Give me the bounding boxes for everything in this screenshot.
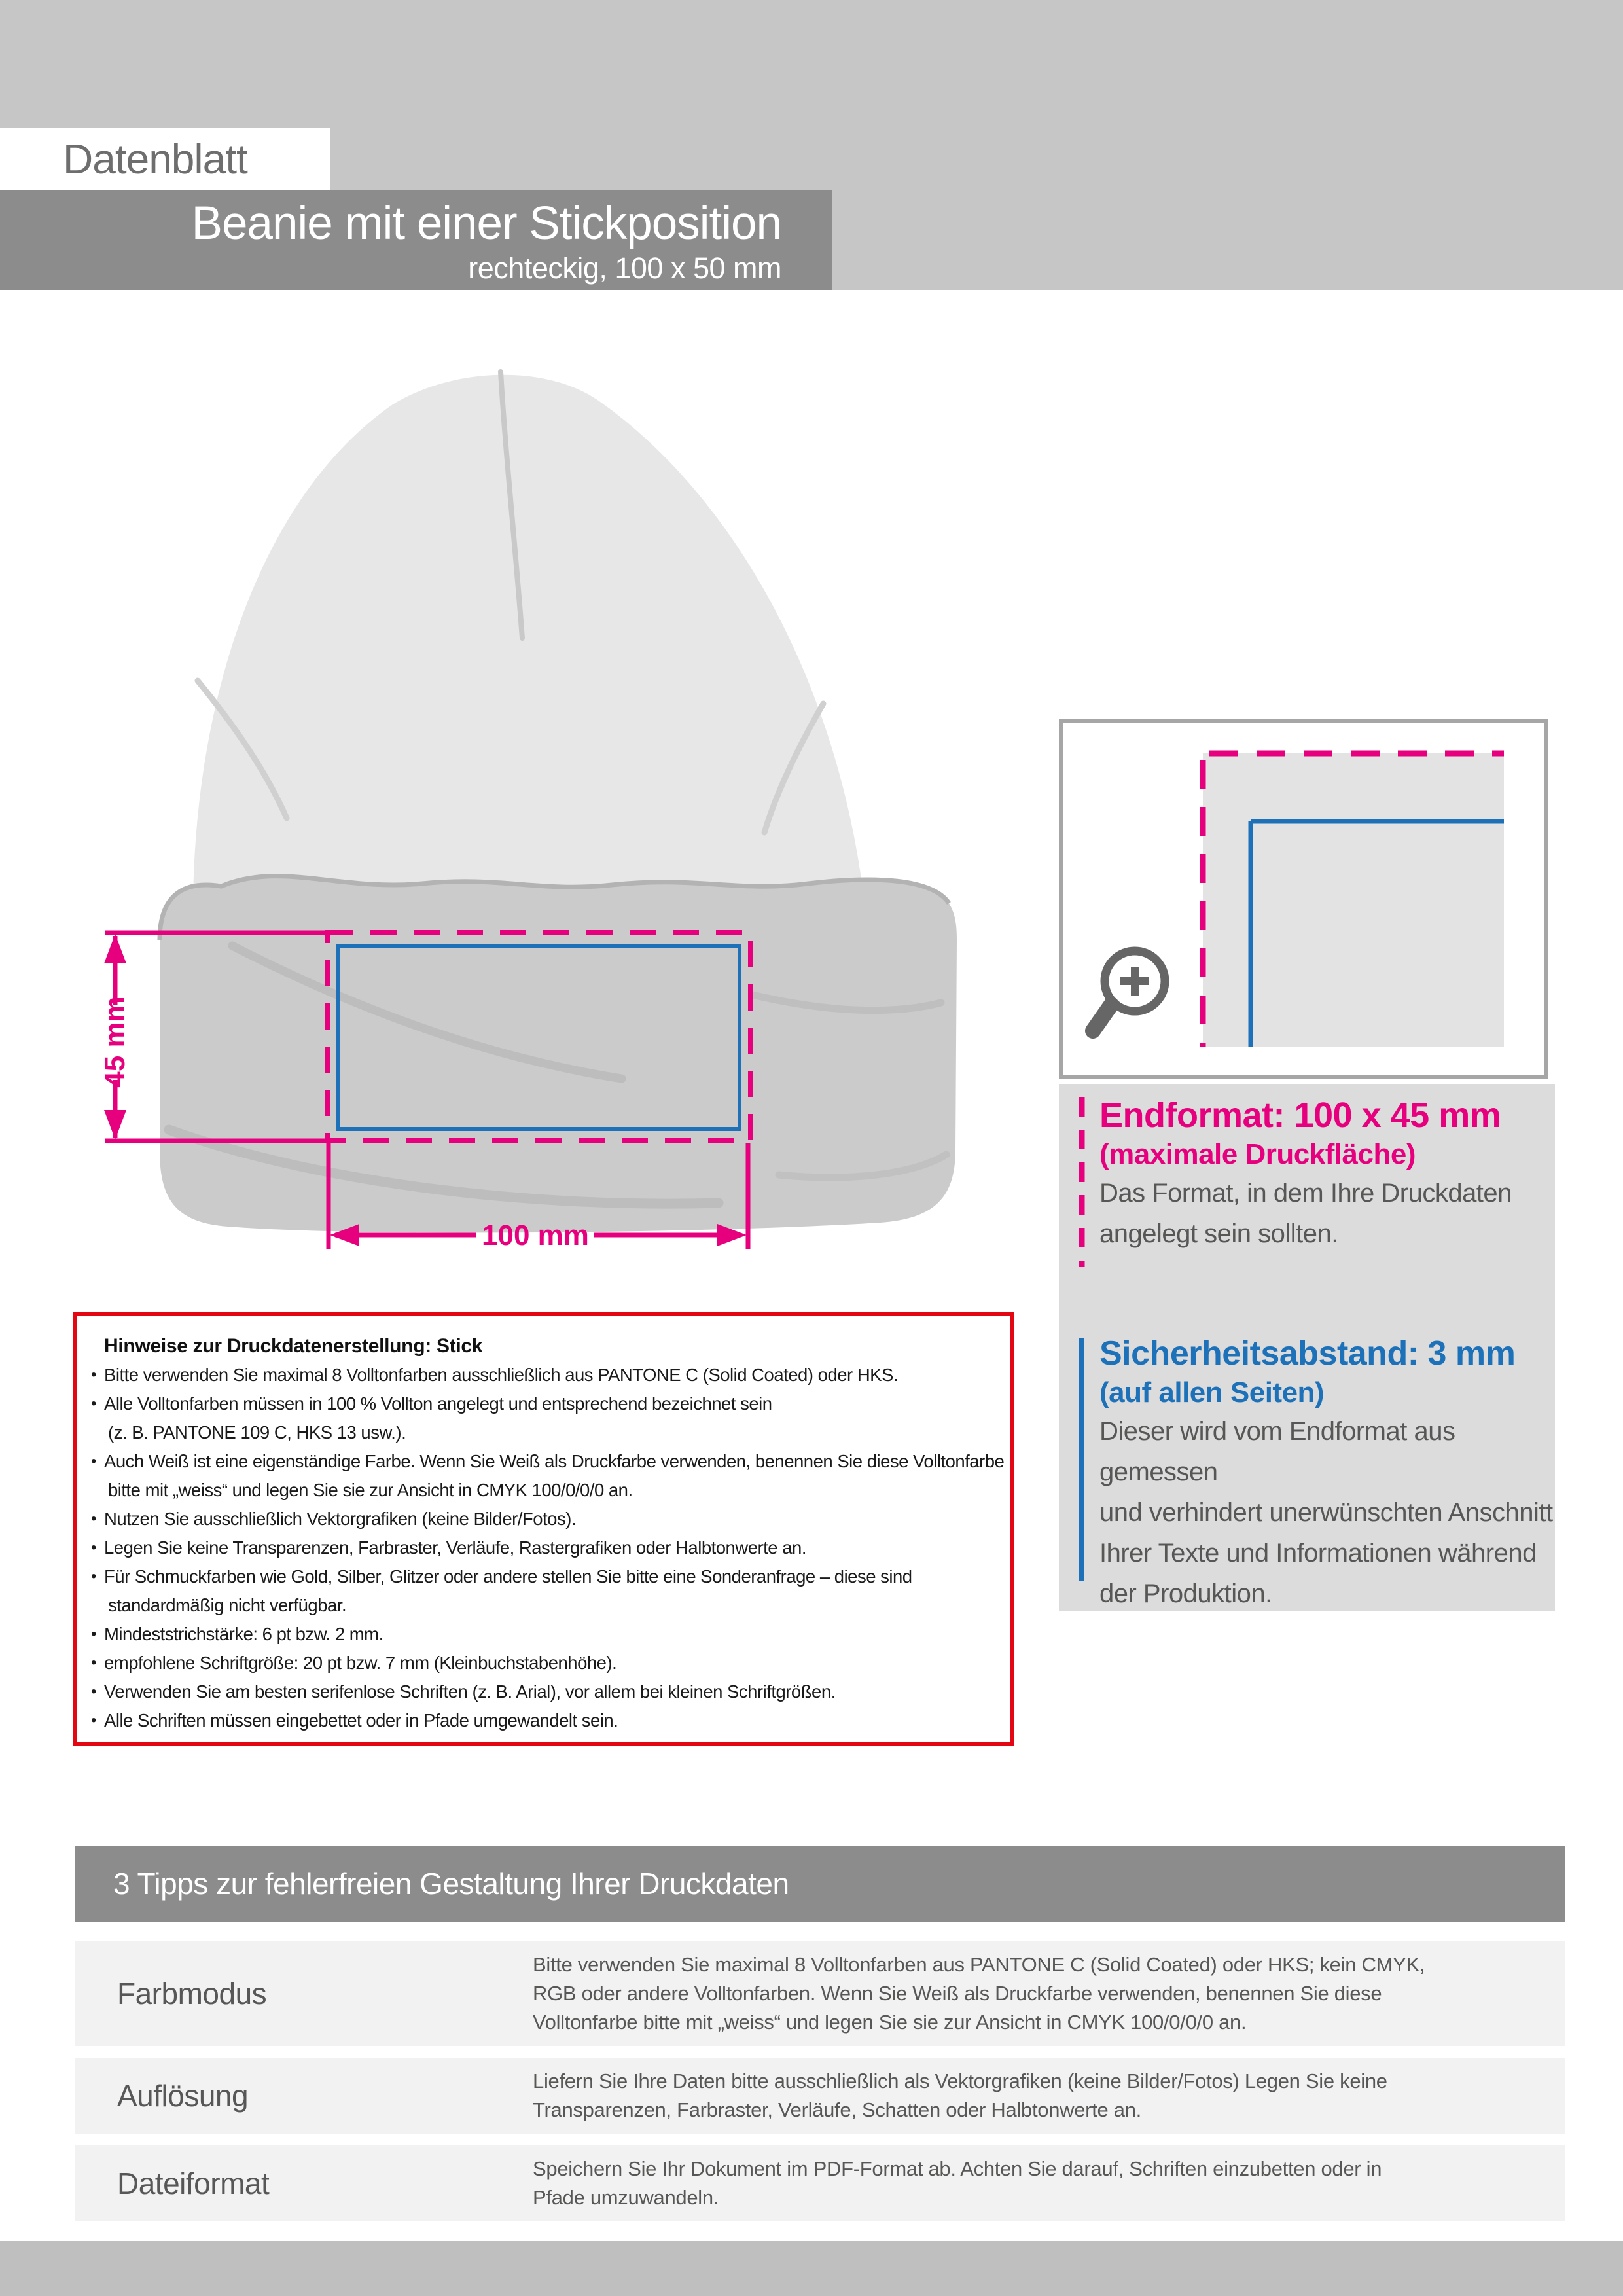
note-line: • Alle Volltonfarben müssen in 100 % Vollton angelegt und entsprechend bezeichnet sein: [104, 1390, 1010, 1418]
note-line: • Verwenden Sie am besten serifenlose Schriften (z. B. Arial), vor allem bei kleinen Schriftgrößen.: [104, 1677, 1010, 1706]
magnifier-plus-icon: [1093, 951, 1165, 1031]
arrowhead-down-icon: [104, 1110, 126, 1139]
print-data-notes-box: [73, 1312, 1014, 1746]
tips-banner: [75, 1846, 1565, 1922]
tip-row-farbmodus: [75, 1941, 1565, 2046]
tip-label: Farbmodus: [117, 1976, 267, 2011]
page-subtitle: rechteckig, 100 x 50 mm: [468, 251, 781, 285]
tip-label: Auflösung: [117, 2079, 249, 2113]
tip-text: Bitte verwenden Sie maximal 8 Volltonfarben aus PANTONE C (Solid Coated) oder HKS; kein CMYK, RGB oder andere Volltonfarben. Wenn Sie Weiß als Druckfarbe verwenden, benennen Sie diese Volltonfarbe bitte mit „weiss“ und legen Sie sie zur Ansicht in CMYK 100/0/0/0 an.: [533, 1952, 1425, 2034]
safety-desc-line: Dieser wird vom Endformat aus gemessen: [1099, 1417, 1455, 1486]
note-line: • Auch Weiß ist eine eigenständige Farbe. Wenn Sie Weiß als Druckfarbe verwenden, benennen Sie diese Volltonfarbe: [104, 1447, 1010, 1476]
endformat-subtitle: (maximale Druckfläche): [1099, 1138, 1416, 1170]
note-line: • Für Schmuckfarben wie Gold, Silber, Glitzer oder andere stellen Sie bitte eine Sonderanfrage – diese sind: [104, 1562, 1010, 1591]
endformat-legend: [1099, 1094, 1512, 1254]
legend-block: [1059, 1084, 1555, 1611]
beanie-crown: [193, 375, 867, 929]
page-title: Beanie mit einer Stickposition: [191, 198, 781, 249]
safety-desc-line: Ihrer Texte und Informationen während: [1099, 1539, 1537, 1568]
endformat-title: Endformat: 100 x 45 mm: [1099, 1096, 1501, 1135]
safety-indicator-line: [1079, 1338, 1084, 1581]
safety-legend: [1099, 1333, 1555, 1614]
zoom-detail-box: [1059, 719, 1548, 1079]
tips-heading: 3 Tipps zur fehlerfreien Gestaltung Ihrer Druckdaten: [113, 1867, 789, 1901]
tip-text: Speichern Sie Ihr Dokument im PDF-Format ab. Achten Sie darauf, Schriften einzubetten oder in Pfade umzuwandeln.: [533, 2157, 1382, 2209]
zoom-detail-graphic: [1063, 723, 1544, 1075]
note-line: • Mindeststrichstärke: 6 pt bzw. 2 mm.: [104, 1620, 1010, 1649]
note-line: bitte mit „weiss“ und legen Sie sie zur Ansicht in CMYK 100/0/0/0 an.: [108, 1480, 633, 1500]
safety-desc-line: der Produktion.: [1099, 1579, 1272, 1608]
height-dimension-label: 45 mm: [99, 996, 131, 1088]
footer-bar: [0, 2241, 1623, 2296]
safety-subtitle: (auf allen Seiten): [1099, 1376, 1325, 1408]
notes-heading: Hinweise zur Druckdatenerstellung: Stick: [104, 1335, 483, 1357]
endformat-desc-line: Das Format, in dem Ihre Druckdaten: [1099, 1179, 1512, 1208]
fabric-detail: [1203, 753, 1504, 1047]
arrowhead-up-icon: [104, 934, 126, 963]
note-line: • Legen Sie keine Transparenzen, Farbraster, Verläufe, Rastergrafiken oder Halbtonwerte an.: [104, 1534, 1010, 1562]
tip-row-dateiformat: [75, 2145, 1565, 2221]
title-banner: [0, 190, 832, 290]
note-line: • Bitte verwenden Sie maximal 8 Volltonfarben ausschließlich aus PANTONE C (Solid Coated) oder HKS.: [104, 1361, 1010, 1390]
document-type-label: Datenblatt: [63, 135, 247, 183]
width-dimension-label: 100 mm: [482, 1219, 589, 1251]
tip-label: Dateiformat: [117, 2166, 270, 2200]
note-line: (z. B. PANTONE 109 C, HKS 13 usw.).: [108, 1422, 406, 1443]
note-line: • empfohlene Schriftgröße: 20 pt bzw. 7 mm (Kleinbuchstabenhöhe).: [104, 1649, 1010, 1677]
note-line: • Alle Schriften müssen eingebettet oder in Pfade umgewandelt sein.: [104, 1706, 1010, 1735]
safety-title: Sicherheitsabstand: 3 mm: [1099, 1335, 1516, 1372]
tip-row-aufloesung: [75, 2058, 1565, 2134]
endformat-desc-line: angelegt sein sollten.: [1099, 1219, 1338, 1248]
beanie-illustration: [65, 327, 1021, 1296]
endformat-indicator-line: [1079, 1097, 1085, 1267]
note-line: standardmäßig nicht verfügbar.: [108, 1595, 347, 1615]
safety-desc-line: und verhindert unerwünschten Anschnitt: [1099, 1498, 1553, 1527]
tip-text: Liefern Sie Ihre Daten bitte ausschließlich als Vektorgrafiken (keine Bilder/Fotos) Legen Sie keine Transparenzen, Farbraster, Verläufe, Schatten oder Halbtonwerte an.: [533, 2070, 1387, 2121]
note-line: • Nutzen Sie ausschließlich Vektorgrafiken (keine Bilder/Fotos).: [104, 1505, 1010, 1534]
